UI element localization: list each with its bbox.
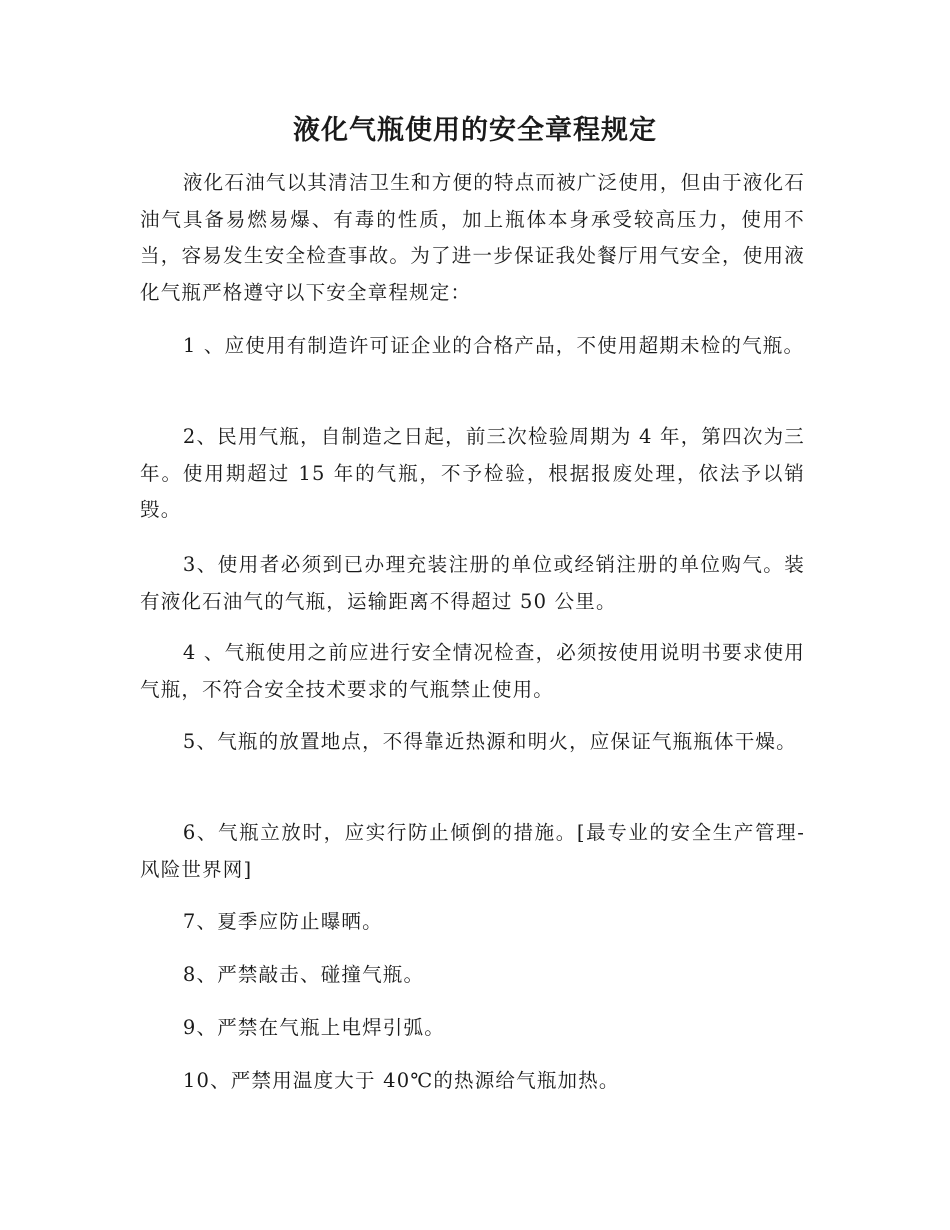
rule-3: 3、使用者必须到已办理充装注册的单位或经销注册的单位购气。装有液化石油气的气瓶，运输距离不得超过 50 公里。 — [140, 553, 805, 613]
rule-8: 8、严禁敲击、碰撞气瓶。 — [182, 963, 425, 986]
intro-paragraph: 液化石油气以其清洁卫生和方便的特点而被广泛使用，但由于液化石油气具备易燃易爆、有毒的性质，加上瓶体本身承受较高压力，使用不当，容易发生安全检查事故。为了进一步保证我处餐厅用气安全，使用液化气瓶严格遵守以下安全章程规定： — [140, 171, 805, 304]
rule-9: 9、严禁在气瓶上电焊引弧。 — [182, 1016, 445, 1039]
rule-2: 2、民用气瓶，自制造之日起，前三次检验周期为 4 年，第四次为三年。使用期超过 15 年的气瓶，不予检验，根据报废处理，依法予以销毁。 — [140, 425, 805, 521]
rule-7: 7、夏季应防止曝晒。 — [182, 910, 383, 933]
rule-5: 5、气瓶的放置地点，不得靠近热源和明火，应保证气瓶瓶体干燥。 — [182, 730, 797, 753]
rule-6: 6、气瓶立放时，应实行防止倾倒的措施。[最专业的安全生产管理-风险世界网] — [140, 821, 805, 881]
rule-4: 4 、气瓶使用之前应进行安全情况检查，必须按使用说明书要求使用气瓶，不符合安全技术要求的气瓶禁止使用。 — [140, 641, 805, 701]
rule-10: 10、严禁用温度大于 40℃的热源给气瓶加热。 — [182, 1069, 620, 1092]
rule-1: 1 、应使用有制造许可证企业的合格产品，不使用超期未检的气瓶。 — [182, 334, 805, 357]
document-title: 液化气瓶使用的安全章程规定 — [293, 115, 657, 146]
